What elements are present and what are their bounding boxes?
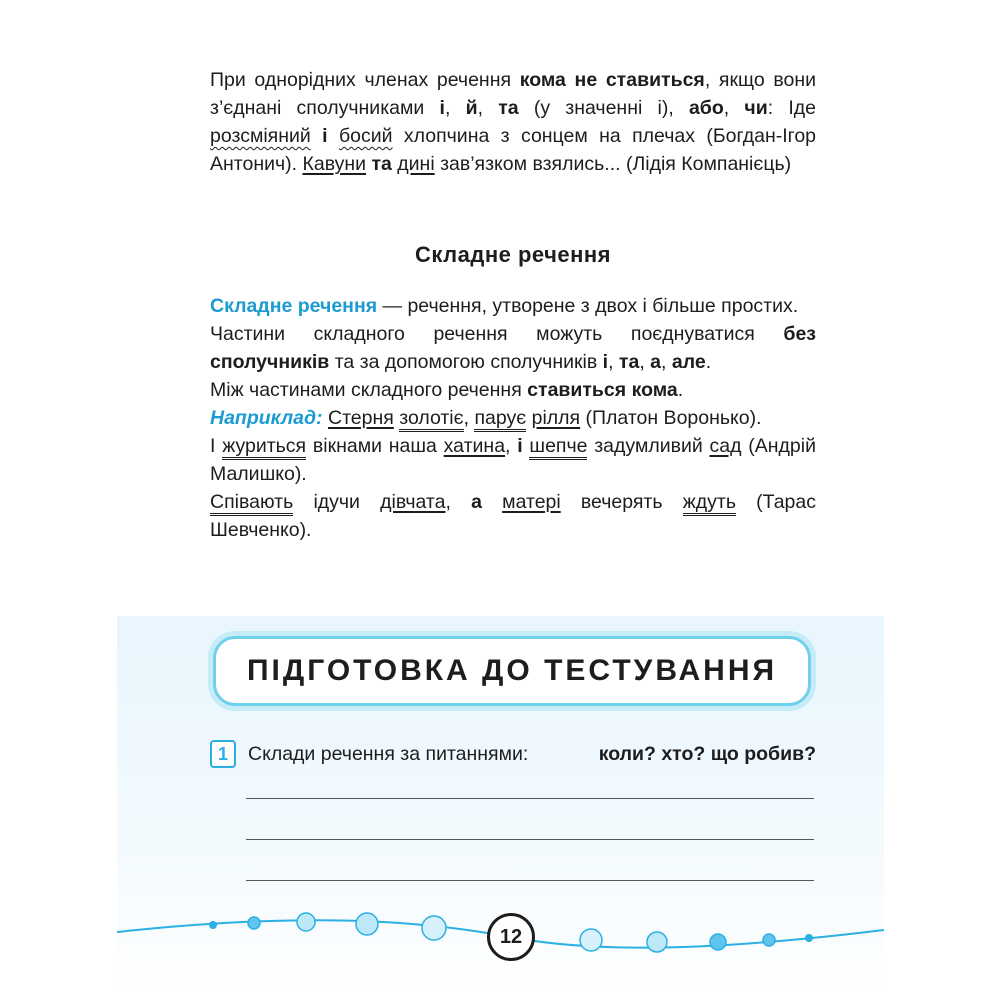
footer-dot [763,934,775,946]
footer-dot [647,932,667,952]
banner-title: ПІДГОТОВКА ДО ТЕСТУВАННЯ [246,654,778,687]
example-word: Кавуни [302,153,367,175]
example-word: розсміяний [210,125,311,147]
definition: Складне речення — речення, утворене з двох і більше простих. [210,295,799,317]
conjunction-rule: Частини складного речення можуть поєднуватися без сполучників та за допомогою сполучників і, та, а, але. [210,323,816,373]
example-3: Співають ідучи дівчата, а матері вечерять ждуть (Тарас Шевченко). [210,491,816,541]
footer-dot [710,934,726,950]
footer-dot [580,929,602,951]
comma-rule: Між частинами складного речення ставиться кома. [210,379,684,401]
example-2: І журиться вікнами наша хатина, і шепче задумливий сад (Андрій Малишко). [210,435,816,485]
task-number-badge: 1 [210,740,236,768]
footer-dot [805,934,813,942]
footer-dot [356,913,378,935]
example-word: дині [397,153,435,175]
page-number: 12 [487,913,535,961]
task-questions: коли? хто? що робив? [598,743,816,765]
footer-dot [422,916,446,940]
definition-term: Складне речення [210,295,378,317]
footer-dot [297,913,315,931]
footer-dot [209,921,217,929]
example-1: Наприклад: Стерня золотіє, парує рілля (Платон Воронько). [210,404,816,432]
footer-dot [248,917,260,929]
example-word: босий [338,125,393,147]
task-text: Склади речення за питаннями: [248,743,529,765]
example-label: Наприклад: [210,407,323,429]
paragraph-homogeneous-members: При однорідних членах речення кома не ставиться, якщо вони з’єднані сполучниками і, й, та (у значенні і), або, чи: Іде розсміяний і босий хлопчина з сонцем на плечах (Богдан-Ігор Антонич). Кавуни та дині зав’язком взялись... (Лідія Компанієць) [210,69,817,175]
section-title: Складне речення [414,242,612,267]
